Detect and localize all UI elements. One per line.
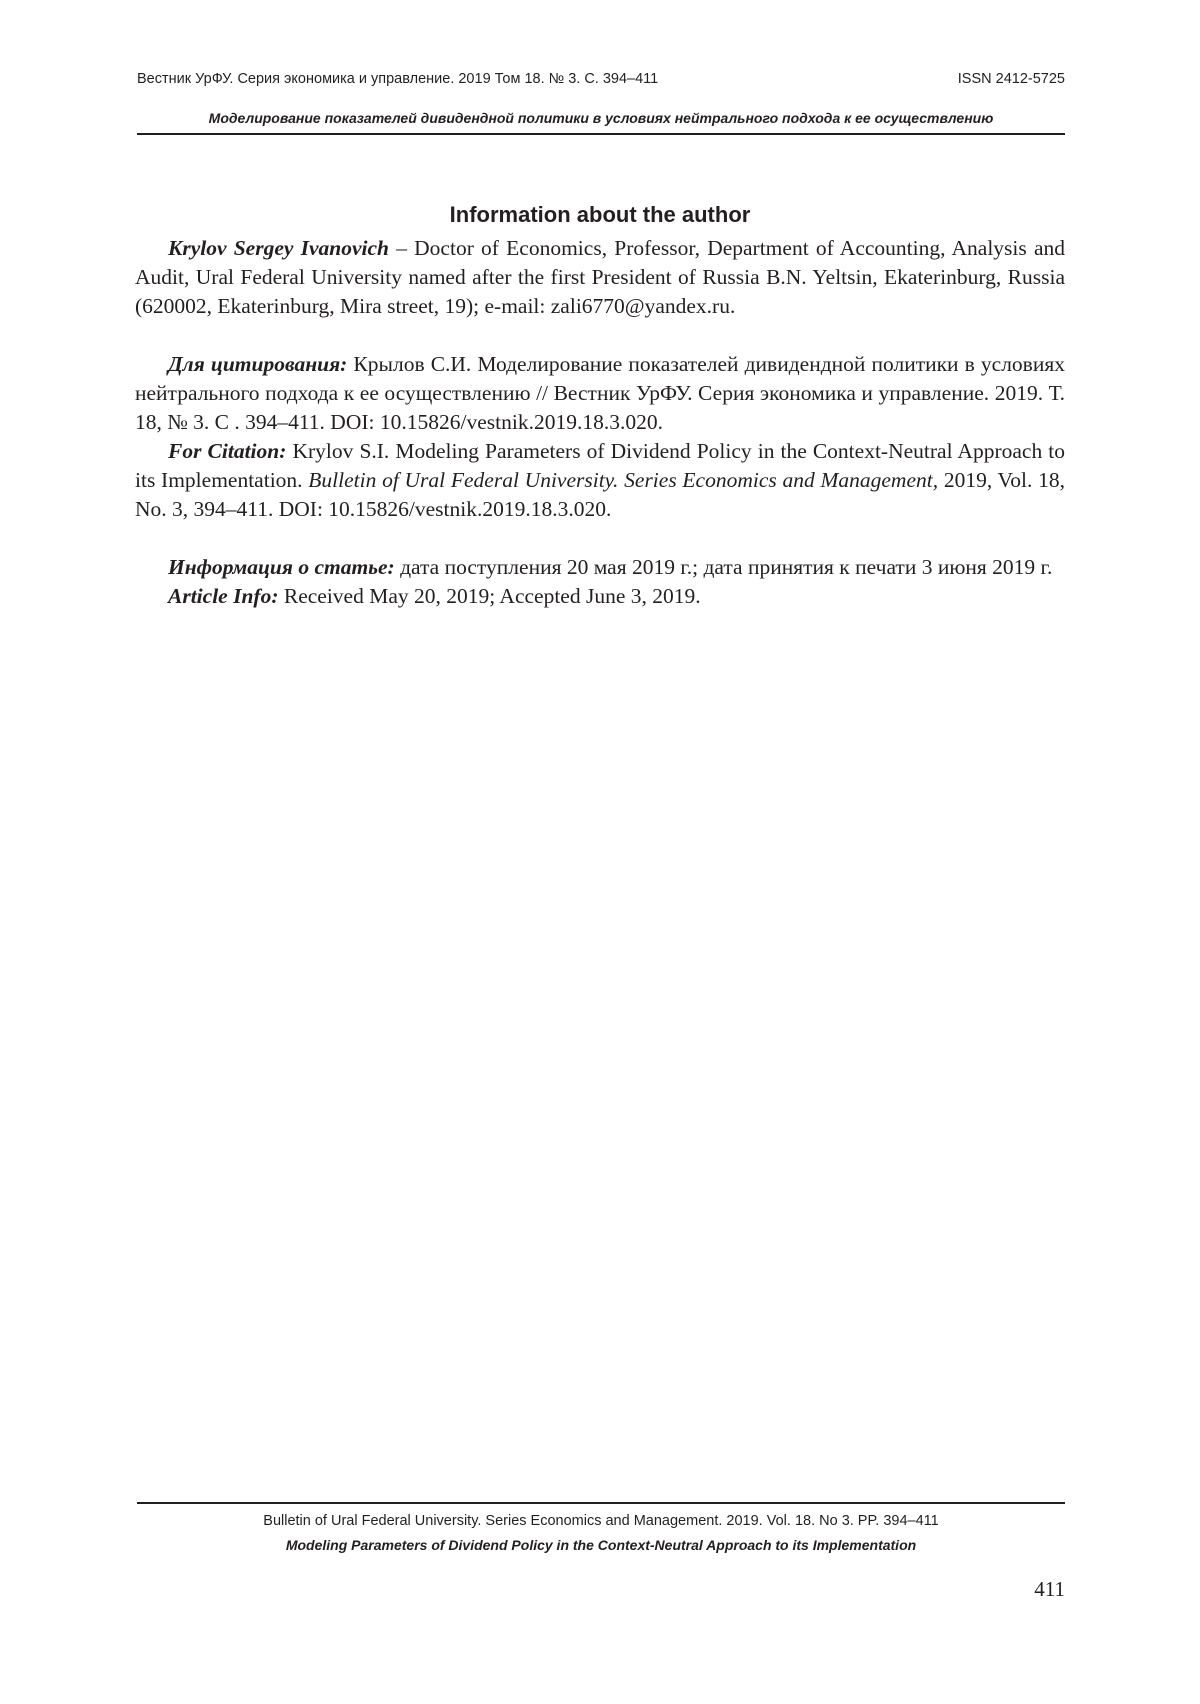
article-info-ru-label: Информация о статье: (168, 555, 395, 579)
author-info-paragraph (135, 234, 1065, 321)
article-info-en-text: Received May 20, 2019; Accepted June 3, 2019. (278, 584, 701, 608)
paragraph-spacer (135, 524, 1065, 553)
paragraph-spacer (135, 321, 1065, 350)
page-content (135, 202, 1065, 611)
header-issn: ISSN 2412-5725 (957, 71, 1065, 87)
footer-article-title: Modeling Parameters of Dividend Policy in the Context-Neutral Approach to its Implementation (285, 1537, 917, 1553)
citation-en-text-after: 2019, Vol. 18, No. 3, 394–411. DOI: 10.15826/vestnik.2019.18.3.020. (135, 468, 1065, 521)
header-article-title: Моделирование показателей дивидендной политики в условиях нейтрального подхода к ее осуществлению (208, 110, 994, 126)
citation-en-label: For Citation: (168, 439, 287, 463)
citation-en-journal: Bulletin of Ural Federal University. Series Economics and Management, (308, 468, 939, 492)
footer-rule (137, 1502, 1065, 1504)
header-journal-info: Вестник УрФУ. Серия экономика и управление. 2019 Том 18. № 3. С. 394–411 (137, 71, 659, 87)
author-name: Krylov Sergey Ivanovich (168, 236, 389, 260)
citation-en-text-before: Krylov S.I. Modeling Parameters of Dividend Policy in the Context-Neutral Approach to its Implementation. (135, 439, 1066, 492)
article-info-ru-paragraph (135, 553, 1065, 582)
citation-ru-label: Для цитирования: (168, 352, 348, 376)
citation-ru-text: Крылов С.И. Моделирование показателей дивидендной политики в условиях нейтрального подхода к ее осуществлению // Вестник УрФУ. Серия экономика и управление. 2019. Т. 18, № 3. С . 394–411. DOI: 10.15826/vestnik.2019.18.3.020. (135, 352, 1065, 434)
citation-ru-paragraph (135, 350, 1065, 437)
article-info-en-label: Article Info: (168, 584, 279, 608)
section-title: Information about the author (449, 202, 751, 227)
citation-en-paragraph (135, 437, 1065, 524)
article-info-ru-text: дата поступления 20 мая 2019 г.; дата принятия к печати 3 июня 2019 г. (394, 555, 1053, 579)
article-info-en-paragraph (135, 582, 1065, 611)
footer-journal-info: Bulletin of Ural Federal University. Series Economics and Management. 2019. Vol. 18. No 3. PP. 394–411 (263, 1513, 939, 1529)
author-details: – Doctor of Economics, Professor, Department of Accounting, Analysis and Audit, Ural Federal University named after the first President of Russia B.N. Yeltsin, Ekaterinburg, Russia (620002, Ekaterinburg, Mira street, 19); e-mail: zali6770@yandex.ru. (135, 236, 1065, 318)
page-number: 411 (1034, 1577, 1065, 1601)
header-rule (137, 133, 1065, 135)
running-header (137, 71, 1065, 91)
